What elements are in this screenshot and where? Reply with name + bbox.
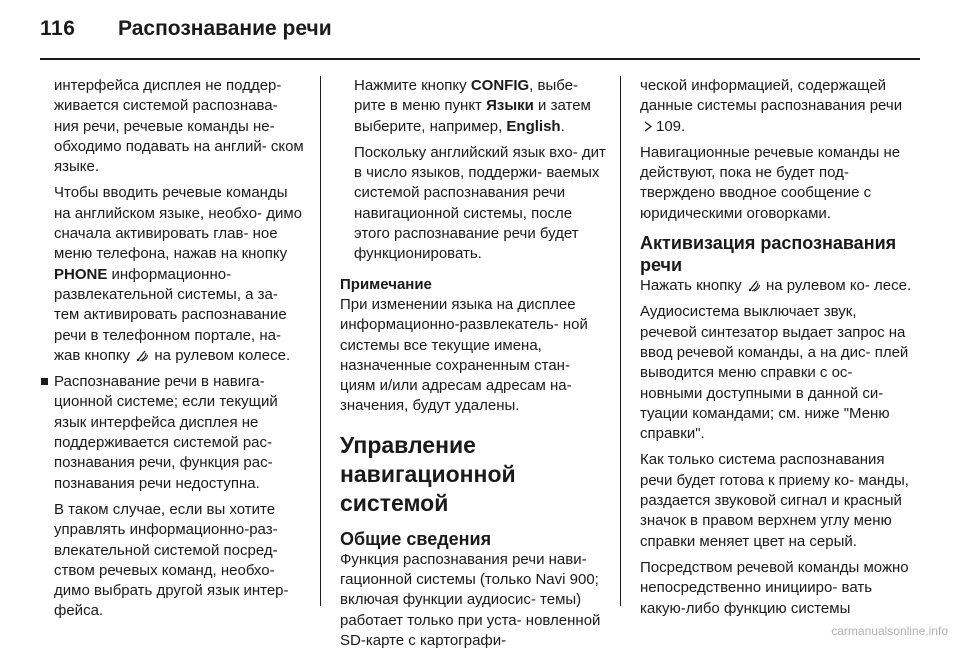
note-title: Примечание bbox=[340, 275, 432, 293]
paragraph: Поскольку английский язык вхо- дит в число языков, поддержи- ваемых системой распознавания речи навигационной системы, после этого распознавание речи будет функционировать. bbox=[354, 143, 606, 263]
paragraph: интерфейса дисплея не поддер- живается системой распознава- ния речи, речевые команды не- обходимо подавать на англий- ском языке. bbox=[54, 77, 304, 176]
english-option-label: English bbox=[506, 117, 561, 135]
paragraph bbox=[640, 276, 912, 296]
paragraph bbox=[340, 76, 606, 137]
list-item-text: Распознавание речи в навига- ционной системе; если текущий язык интерфейса дисплея не поддерживается системой рас- познавания речи, функция рас- познавания речи недоступна. bbox=[54, 373, 278, 492]
text-run: ческой информацией, содержащей данные системы распознавания речи bbox=[640, 77, 903, 115]
list-item bbox=[40, 372, 306, 494]
paragraph: Аудиосистема выключает звук, речевой синтезатор выдает запрос на ввод речевой команды, а на дис- плей выводится меню справки с ос- новными доступными в данной си- туации командами; см. ниже "Меню справки". bbox=[640, 303, 909, 443]
watermark: carmanualsonline.info bbox=[831, 624, 948, 638]
paragraph bbox=[640, 76, 912, 137]
note-block bbox=[340, 275, 606, 417]
paragraph: Навигационные речевые команды не действуют, пока не будет под- тверждено вводное сообщение с юридическими оговорками. bbox=[640, 143, 901, 222]
paragraph: В таком случае, если вы хотите управлять информационно-раз- влекательной системой посред- ством речевых команд, необхо- димо выбрать другой язык интер- фейса. bbox=[54, 500, 289, 620]
paragraph bbox=[40, 183, 306, 366]
text-run: на рулевом колесе. bbox=[150, 346, 291, 364]
header-rule bbox=[40, 58, 920, 60]
subsection-heading: Общие сведения bbox=[340, 528, 492, 549]
column-3 bbox=[640, 76, 912, 625]
note-text: При изменении языка на дисплее информационно-развлекатель- ной системы все текущие имена, назначенные сохраненным стан- циям и/или адресам адресам на- значения, будут удалены. bbox=[340, 295, 588, 415]
voice-control-icon bbox=[748, 279, 760, 292]
page-header bbox=[0, 0, 960, 58]
text-run: . bbox=[560, 117, 565, 135]
paragraph: Посредством речевой команды можно непосредственно иницииро- вать какую-либо функцию системы bbox=[640, 558, 909, 617]
config-button-label: CONFIG bbox=[470, 77, 530, 94]
paragraph: Функция распознавания речи нави- гационной системы (только Navi 900; включая функции аудиосис- темы) работает только при уста- новленной SD-карте с картографи- bbox=[340, 550, 601, 649]
page-reference[interactable]: 109 bbox=[656, 117, 682, 135]
text-run: , выбе- рите в меню пункт bbox=[354, 77, 579, 115]
languages-menu-label: Языки bbox=[486, 97, 534, 115]
text-run: . bbox=[681, 117, 686, 135]
column-divider-2 bbox=[620, 76, 621, 606]
text-run: и затем выберите, например, bbox=[354, 97, 591, 135]
page-reference-arrow-icon bbox=[642, 120, 654, 133]
column-1 bbox=[40, 76, 306, 628]
text-run: Нажмите кнопку bbox=[354, 77, 471, 94]
section-heading: Управление навигационной системой bbox=[340, 431, 516, 516]
text-run: Нажать кнопку bbox=[640, 277, 746, 295]
text-run: Чтобы вводить речевые команды на английском языке, необхо- димо сначала активировать глав- ное меню телефона, нажав на кнопку bbox=[54, 184, 302, 263]
bullet-square-icon bbox=[41, 378, 48, 385]
subsection-heading: Активизация распознавания речи bbox=[640, 233, 897, 276]
text-run: информационно- развлекательной системы, а за- тем активировать распознавание речи в телефонном портале, на- жав кнопку bbox=[54, 265, 287, 364]
phone-button-label: PHONE bbox=[54, 265, 108, 283]
text-run: на рулевом ко- лесе. bbox=[761, 277, 912, 295]
page-title: Распознавание речи bbox=[118, 17, 332, 40]
column-divider-1 bbox=[320, 76, 321, 606]
page-number: 116 bbox=[40, 17, 76, 40]
column-2 bbox=[340, 76, 606, 657]
voice-control-icon bbox=[136, 349, 148, 362]
paragraph: Как только система распознавания речи будет готова к приему ко- манды, раздается звуковой сигнал и красный значок в правом верхнем углу меню справки меняет цвет на серый. bbox=[640, 451, 909, 550]
